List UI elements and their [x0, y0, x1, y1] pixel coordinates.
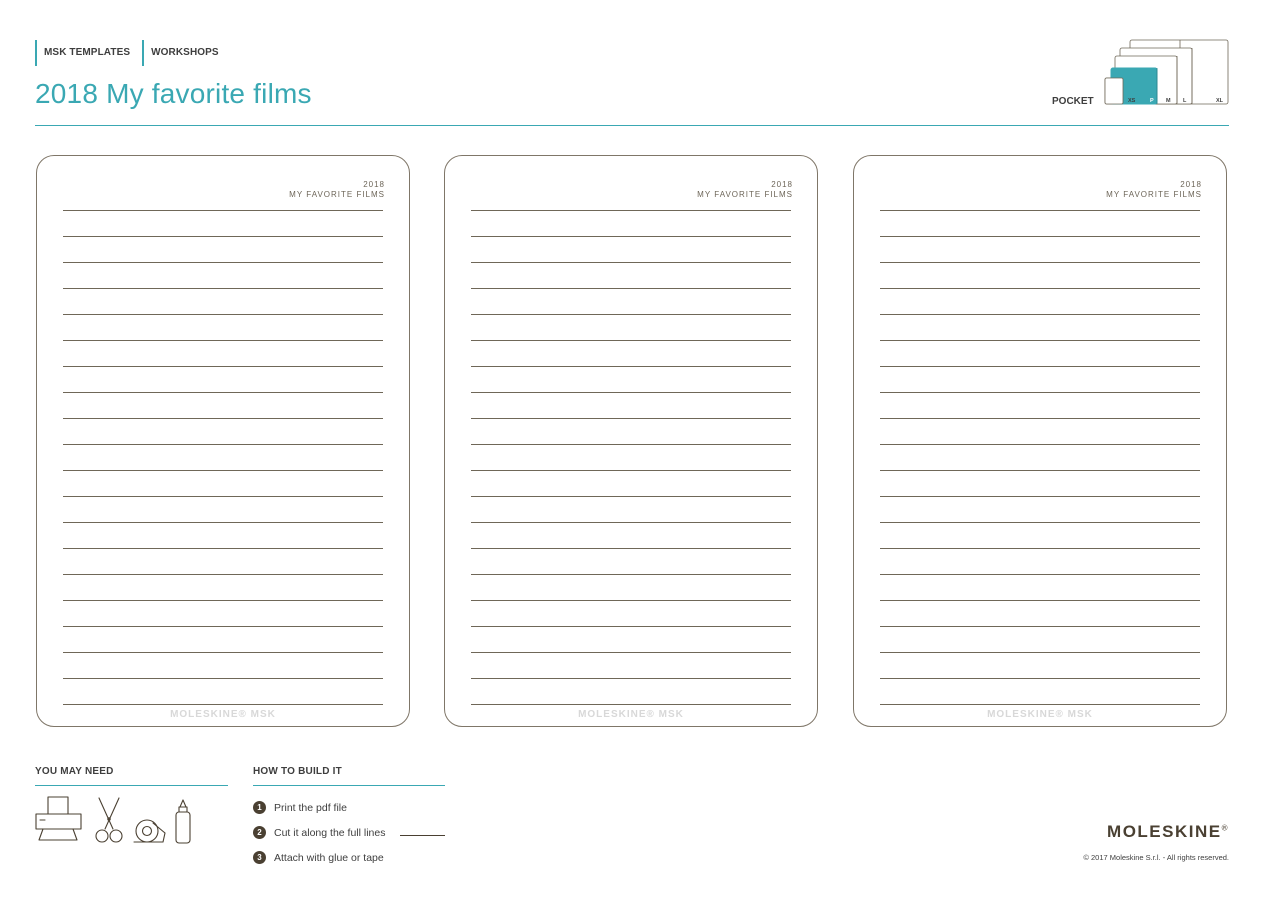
ruled-line [471, 548, 791, 549]
ruled-line [63, 496, 383, 497]
size-label: POCKET [1052, 96, 1094, 107]
card-brand-watermark: MOLESKINE® MSK [170, 709, 276, 720]
breadcrumb [35, 40, 231, 66]
ruled-line [471, 210, 791, 211]
size-xl-label: XL [1216, 98, 1224, 104]
card-header [697, 180, 793, 200]
cut-line-sample [400, 835, 445, 836]
step-text: Print the pdf file [274, 801, 347, 814]
size-l-label: L [1183, 98, 1187, 104]
size-xs-front [1105, 78, 1123, 104]
ruled-line [880, 470, 1200, 471]
ruled-line [880, 392, 1200, 393]
build-step [253, 826, 385, 839]
ruled-line [63, 392, 383, 393]
size-m-label: M [1166, 98, 1171, 104]
step-text: Cut it along the full lines [274, 826, 386, 839]
you-may-need-heading: YOU MAY NEED [35, 766, 114, 777]
ruled-line [471, 288, 791, 289]
ruled-line [880, 340, 1200, 341]
card-heading: MY FAVORITE FILMS [1106, 190, 1202, 199]
ruled-line [880, 366, 1200, 367]
ruled-line [471, 600, 791, 601]
ruled-line [63, 574, 383, 575]
ruled-line [63, 210, 383, 211]
ruled-line [471, 652, 791, 653]
ruled-line [63, 366, 383, 367]
how-to-build-heading: HOW TO BUILD IT [253, 766, 342, 777]
ruled-line [63, 340, 383, 341]
ruled-line [880, 626, 1200, 627]
ruled-line [471, 236, 791, 237]
ruled-line [471, 262, 791, 263]
ruled-line [471, 340, 791, 341]
ruled-line [880, 522, 1200, 523]
moleskine-logo [1107, 822, 1229, 842]
breadcrumb-msk-templates[interactable]: MSK TEMPLATES [35, 40, 130, 66]
size-p-label: P [1150, 98, 1154, 104]
film-list-card-3 [853, 155, 1227, 727]
ruled-line [471, 366, 791, 367]
ruled-line [880, 418, 1200, 419]
how-to-build-divider [253, 785, 445, 786]
ruled-line [63, 236, 383, 237]
tools-row [35, 795, 195, 847]
ruled-line [880, 262, 1200, 263]
ruled-line [471, 470, 791, 471]
ruled-line [880, 704, 1200, 705]
ruled-line [880, 574, 1200, 575]
ruled-line [471, 678, 791, 679]
build-step [253, 851, 384, 864]
ruled-line [471, 626, 791, 627]
ruled-line [63, 678, 383, 679]
ruled-line [880, 288, 1200, 289]
ruled-lines [880, 210, 1200, 730]
film-list-card-1 [36, 155, 410, 727]
ruled-line [63, 418, 383, 419]
page-title: 2018 My favorite films [35, 78, 312, 109]
ruled-line [880, 236, 1200, 237]
ruled-line [880, 652, 1200, 653]
card-heading: MY FAVORITE FILMS [697, 190, 793, 199]
ruled-line [63, 262, 383, 263]
logo-wordmark: MOLESKINE [1107, 822, 1222, 841]
you-may-need-divider [35, 785, 228, 786]
ruled-line [471, 392, 791, 393]
ruled-line [880, 314, 1200, 315]
step-text: Attach with glue or tape [274, 851, 384, 864]
ruled-line [471, 704, 791, 705]
ruled-lines [471, 210, 791, 730]
ruled-line [471, 444, 791, 445]
ruled-line [471, 496, 791, 497]
glue-icon [176, 800, 190, 843]
ruled-line [880, 444, 1200, 445]
ruled-line [471, 574, 791, 575]
registered-mark: ® [1221, 823, 1229, 833]
ruled-line [63, 652, 383, 653]
card-year: 2018 [771, 180, 793, 189]
scissors-icon [96, 798, 122, 842]
ruled-line [63, 470, 383, 471]
ruled-line [63, 704, 383, 705]
ruled-line [471, 418, 791, 419]
ruled-line [471, 522, 791, 523]
card-year: 2018 [1180, 180, 1202, 189]
ruled-line [880, 548, 1200, 549]
copyright-notice: © 2017 Moleskine S.r.l. - All rights reserved. [1083, 853, 1229, 862]
step-number-badge: 1 [253, 801, 266, 814]
ruled-line [880, 600, 1200, 601]
breadcrumb-workshops[interactable]: WORKSHOPS [142, 40, 219, 66]
build-step [253, 801, 347, 814]
step-number-badge: 2 [253, 826, 266, 839]
size-xs-label: XS [1128, 98, 1136, 104]
ruled-line [63, 548, 383, 549]
card-brand-watermark: MOLESKINE® MSK [987, 709, 1093, 720]
ruled-lines [63, 210, 383, 730]
printer-icon [36, 797, 81, 840]
ruled-line [63, 314, 383, 315]
ruled-line [63, 444, 383, 445]
title-divider [35, 125, 1229, 126]
ruled-line [63, 600, 383, 601]
notebook-size-guide [1104, 38, 1230, 106]
card-header [1106, 180, 1202, 200]
ruled-line [880, 210, 1200, 211]
step-number-badge: 3 [253, 851, 266, 864]
ruled-line [63, 626, 383, 627]
tape-icon [134, 820, 165, 842]
ruled-line [880, 678, 1200, 679]
card-header [289, 180, 385, 200]
film-list-card-2 [444, 155, 818, 727]
ruled-line [471, 314, 791, 315]
card-heading: MY FAVORITE FILMS [289, 190, 385, 199]
ruled-line [880, 496, 1200, 497]
card-brand-watermark: MOLESKINE® MSK [578, 709, 684, 720]
ruled-line [63, 522, 383, 523]
card-year: 2018 [363, 180, 385, 189]
ruled-line [63, 288, 383, 289]
